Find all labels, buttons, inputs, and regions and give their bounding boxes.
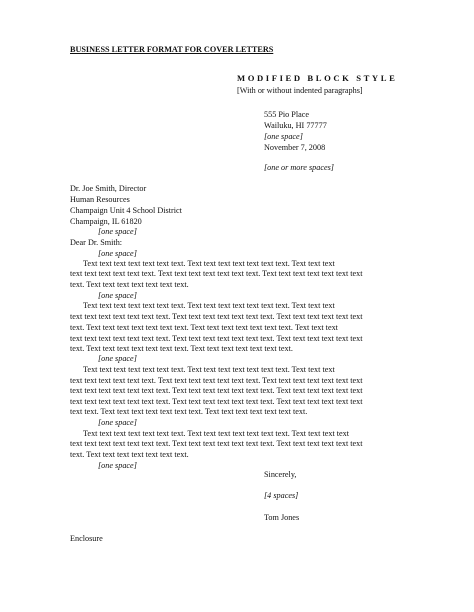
spacing-note: [one space] [98, 461, 137, 470]
signature-spacing-note: [4 spaces] [264, 491, 299, 500]
spacing-note: [one space] [98, 249, 137, 258]
salutation: Dear Dr. Smith: [70, 238, 123, 247]
spacing-note: [one space] [98, 418, 137, 427]
paragraph-line: text. Text text text text text text text. [70, 450, 189, 459]
enclosure-line: Enclosure [70, 534, 103, 543]
paragraph-line: Text text text text text text text. Text text text text text text text. Text text text text [83, 429, 350, 438]
paragraph-line: text. Text text text text text text text. Text text text text text text text. Text text text [70, 323, 338, 332]
paragraph-line: text text text text text text text. Text text text text text text text. Text text text text text text [70, 439, 363, 448]
recipient-name: Dr. Joe Smith, Director [70, 184, 147, 193]
spacing-note: [one or more spaces] [264, 163, 334, 172]
sender-city: Wailuku, HI 77777 [264, 121, 327, 130]
paragraph-line: text text text text text text. Text text text text text text text. Text text text text text text text [70, 376, 363, 385]
paragraph-line: Text text text text text text text. Text text text text text text text. Text text text [83, 301, 335, 310]
paragraph-line: text text text text text text text. Text text text text text text text. Text text text text text text [70, 386, 363, 395]
recipient-city: Champaign, IL 61820 [70, 217, 142, 226]
style-subtitle: [With or without indented paragraphs] [237, 86, 363, 95]
paragraph-line: text text text text text text text. Text text text text text text text. Text text text text text text [70, 397, 363, 406]
paragraph-line: text text text text text text text. Text text text text text text text. Text text text text text text [70, 312, 363, 321]
sender-street: 555 Pio Place [264, 110, 310, 119]
recipient-department: Human Resources [70, 195, 130, 204]
spacing-note: [one space] [98, 291, 137, 300]
paragraph-line: text text text text text text. Text text text text text text text. Text text text text text text text [70, 269, 363, 278]
spacing-note: [one space] [264, 132, 303, 141]
paragraph-line: Text text text text text text text. Text text text text text text text. Text text text [83, 259, 335, 268]
paragraph-line: text text text text text text text. Text text text text text text text. Text text text text text text [70, 334, 363, 343]
paragraph-line: Text text text text text text text. Text text text text text text text. Text text text [83, 365, 335, 374]
recipient-organization: Champaign Unit 4 School District [70, 206, 182, 215]
letter-date: November 7, 2008 [264, 143, 326, 152]
document-heading: BUSINESS LETTER FORMAT FOR COVER LETTERS [70, 45, 274, 54]
paragraph-line: text. Text text text text text text text. [70, 280, 189, 289]
spacing-note: [one space] [98, 354, 137, 363]
paragraph-line: text text. Text text text text text text text. Text text text text text text text. [70, 407, 308, 416]
signer-name: Tom Jones [264, 513, 300, 522]
closing: Sincerely, [264, 470, 297, 479]
style-title: MODIFIED BLOCK STYLE [237, 73, 398, 83]
spacing-note: [one space] [98, 227, 137, 236]
paragraph-line: text. Text text text text text text text. Text text text text text text text. [70, 344, 293, 353]
